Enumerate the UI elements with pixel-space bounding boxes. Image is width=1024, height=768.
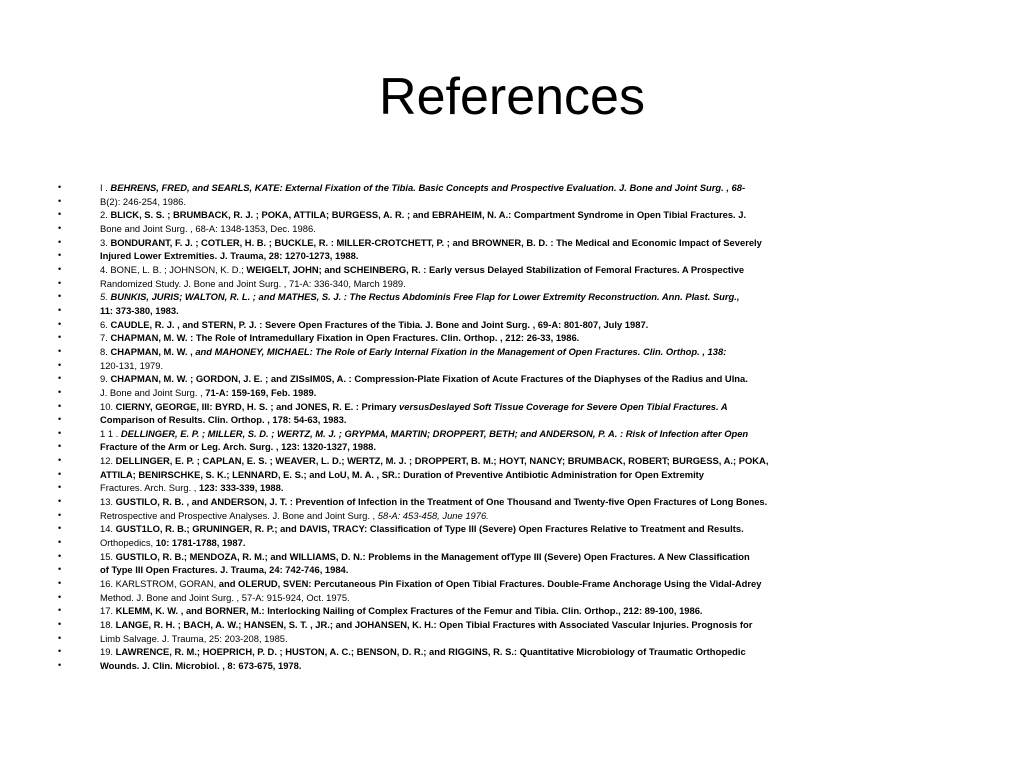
reference-line: [58, 318, 818, 332]
bullet-icon: •: [58, 222, 62, 233]
reference-text: I .: [100, 182, 111, 193]
reference-line: [58, 195, 818, 209]
reference-text: CHAPMAN, M. W. : The Role of Intramedullary Fixation in Open Fractures. Clin. Orthop. , 212: 26-33, 1986.: [110, 332, 580, 344]
reference-line: [58, 277, 818, 291]
reference-text: 123: 333-339, 1988.: [199, 482, 284, 494]
reference-text: 58-A: 453-458, June 1976.: [377, 509, 489, 521]
reference-text: KLEMM, K. W. , and BORNER, M.: Interlocking Nailing of Complex Fractures of the Femur and Tibia. Clin. Orthop., 212: 89-100, 1986.: [115, 605, 703, 617]
bullet-icon: •: [58, 414, 62, 425]
reference-line: [58, 413, 818, 427]
reference-text: CIERNY, GEORGE, III: BYRD, H. S. ; and JONES, R. E. : Primary: [115, 400, 400, 412]
reference-text: 6.: [100, 318, 111, 330]
bullet-icon: •: [58, 509, 62, 520]
reference-line: [58, 263, 818, 277]
bullet-icon: •: [58, 373, 62, 384]
reference-text: 18.: [100, 619, 116, 630]
reference-line: [58, 427, 818, 441]
reference-text: 3.: [100, 236, 111, 248]
reference-text: Limb Salvage. J. Trauma, 25: 203-208, 1985.: [100, 632, 288, 644]
reference-line: [58, 454, 818, 468]
reference-line: [58, 440, 818, 454]
bullet-icon: •: [58, 304, 62, 315]
reference-text: 1 1 .: [100, 427, 121, 439]
reference-text: of Type III Open Fractures. J. Trauma, 24: 742-746, 1984.: [100, 564, 349, 576]
reference-line: [58, 522, 818, 536]
reference-text: CHAPMAN, M. W. ; GORDON, J. E. ; and ZISsIM0S, A. : Compression-Plate Fixation of Acute Fractures of the Diaphyses of the Radius and Ulna.: [110, 373, 748, 385]
reference-line: [58, 591, 818, 605]
reference-text: GUSTILO, R. B. , and ANDERSON, J. T. : Prevention of Infection in the Treatment of One Thousand and Twenty-five Open Fractures of Long Bones.: [115, 496, 768, 508]
reference-text: 9.: [100, 373, 111, 385]
reference-text: 71-A: 159-169, Feb. 1989.: [205, 386, 317, 398]
bullet-icon: •: [58, 209, 62, 220]
reference-text: BEHRENS, FRED, and SEARLS, KATE: External Fixation of the Tibia. Basic Concepts and Prospective Evaluation. J. Bone and Joint Surg. , 68-: [110, 182, 746, 193]
bullet-icon: •: [58, 605, 62, 616]
reference-text: Method. J. Bone and Joint Surg. , 57-A: 915-924, Oct. 1975.: [100, 591, 350, 603]
reference-line: [58, 249, 818, 263]
bullet-icon: •: [58, 578, 62, 589]
reference-text: J. Bone and Joint Surg. ,: [100, 386, 206, 398]
bullet-icon: •: [58, 318, 62, 329]
reference-text: 7.: [100, 332, 111, 344]
reference-text: 4. BONE, L. B. ; JOHNSON, K. D.;: [100, 263, 247, 275]
reference-text: 12.: [100, 455, 116, 467]
reference-text: Injured Lower Extremities. J. Trauma, 28: 1270-1273, 1988.: [100, 250, 359, 262]
bullet-icon: •: [58, 632, 62, 643]
reference-text: and MAHONEY, MICHAEL: The Role of Early Internal Fixation in the Management of Open Fractures. Clin. Orthop. , 138:: [195, 345, 727, 357]
bullet-icon: •: [58, 523, 62, 534]
reference-line: [58, 359, 818, 373]
bullet-icon: •: [58, 427, 62, 438]
reference-line: [58, 331, 818, 345]
reference-line: [58, 550, 818, 564]
reference-text: versusDeslayed Soft Tissue Coverage for Severe Open Tibial Fractures. A: [399, 400, 728, 412]
reference-line: [58, 645, 818, 659]
reference-line: [58, 345, 818, 359]
reference-text: Fractures. Arch. Surg. ,: [100, 482, 199, 494]
reference-text: GUST1LO, R. B.; GRUNINGER, R. P.; and DAVIS, TRACY: Classification of Type III (Severe) Open Fractures Relative to Treatment and Results.: [115, 523, 744, 535]
reference-text: Randomized Study. J. Bone and Joint Surg. , 71-A: 336-340, March 1989.: [100, 277, 406, 289]
bullet-icon: •: [58, 236, 62, 247]
reference-text: 10: 1781-1788, 1987.: [155, 537, 246, 549]
bullet-icon: •: [58, 195, 62, 206]
reference-text: Retrospective and Prospective Analyses. J. Bone and Joint Surg. ,: [100, 509, 378, 521]
reference-line: [58, 372, 818, 386]
bullet-icon: •: [58, 291, 62, 302]
bullet-icon: •: [58, 550, 62, 561]
bullet-icon: •: [58, 496, 62, 507]
reference-line: [58, 181, 818, 195]
reference-text: 13.: [100, 496, 116, 508]
reference-line: [58, 208, 818, 222]
reference-text: 8.: [100, 345, 111, 357]
reference-line: [58, 509, 818, 523]
bullet-icon: •: [58, 345, 62, 356]
reference-text: 19.: [100, 646, 116, 658]
reference-line: [58, 632, 818, 646]
reference-line: [58, 618, 818, 632]
bullet-icon: •: [58, 400, 62, 411]
reference-text: DELLINGER, E. P. ; CAPLAN, E. S. ; WEAVER, L. D.; WERTZ, M. J. ; DROPPERT, B. M.; HOYT, NANCY; BRUMBACK, ROBERT; BURGESS, A.; POKA,: [115, 455, 769, 467]
reference-text: CAUDLE, R. J. , and STERN, P. J. : Severe Open Fractures of the Tibia. J. Bone and Joint Surg. , 69-A: 801-807, July 1987.: [110, 318, 649, 330]
bullet-icon: •: [58, 468, 62, 479]
bullet-icon: •: [58, 277, 62, 288]
reference-line: [58, 495, 818, 509]
reference-line: [58, 468, 818, 482]
reference-line: [58, 536, 818, 550]
reference-text: BUNKIS, JURIS; WALTON, R. L. ; and MATHES, S. J. : The Rectus Abdominis Free Flap for Lower Extremity Reconstruction. Ann. Plast. Surg.,: [110, 291, 740, 303]
reference-text: 11: 373-380, 1983.: [100, 304, 179, 316]
reference-text: GUSTILO, R. B.; MENDOZA, R. M.; and WILLIAMS, D. N.: Problems in the Management ofType III (Severe) Open Fractures. A New Classification: [115, 550, 750, 562]
bullet-icon: •: [58, 250, 62, 261]
reference-list: [58, 181, 818, 673]
bullet-icon: •: [58, 386, 62, 397]
reference-text: Comparison of Results. Clin. Orthop. , 178: 54-63, 1983.: [100, 414, 347, 426]
reference-line: [58, 481, 818, 495]
reference-text: 17.: [100, 605, 116, 617]
reference-text: BLICK, S. S. ; BRUMBACK, R. J. ; POKA, ATTILA; BURGESS, A. R. ; and EBRAHEIM, N. A.: Compartment Syndrome in Open Tibial Fractures. J.: [110, 209, 747, 221]
reference-text: Wounds. J. Clin. Microbiol. , 8: 673-675, 1978.: [100, 659, 302, 671]
bullet-icon: •: [58, 591, 62, 602]
reference-text: Orthopedics,: [100, 537, 156, 549]
bullet-icon: •: [58, 359, 62, 370]
bullet-icon: •: [58, 455, 62, 466]
bullet-icon: •: [58, 263, 62, 274]
bullet-icon: •: [58, 182, 62, 192]
bullet-icon: •: [58, 537, 62, 548]
reference-text: WEIGELT, JOHN; and SCHEINBERG, R. : Early versus Delayed Stabilization of Femoral Fractures. A Prospective: [246, 263, 745, 275]
reference-line: [58, 236, 818, 250]
reference-text: LAWRENCE, R. M.; HOEPRICH, P. D. ; HUSTON, A. C.; BENSON, D. R.; and RIGGINS, R. S.: Quantitative Microbiology of Traumatic Orthopedic: [115, 646, 746, 658]
reference-line: [58, 659, 818, 673]
bullet-icon: •: [58, 482, 62, 493]
reference-text: Fracture of the Arm or Leg. Arch. Surg. , 123: 1320-1327, 1988.: [100, 441, 376, 453]
reference-text: LANGE, R. H. ; BACH, A. W.; HANSEN, S. T. , JR.; and JOHANSEN, K. H.: Open Tibial Fractures with Associated Vascular Injuries. Prognosis for: [115, 619, 753, 630]
bullet-icon: •: [58, 646, 62, 657]
reference-text: 16. KARLSTROM, GORAN,: [100, 578, 219, 590]
bullet-icon: •: [58, 659, 62, 670]
bullet-icon: •: [58, 564, 62, 575]
reference-text: 120-131, 1979.: [100, 359, 164, 371]
reference-line: [58, 563, 818, 577]
reference-text: Bone and Joint Surg. , 68-A: 1348-1353, Dec. 1986.: [100, 222, 316, 234]
reference-text: B(2): 246-254, 1986.: [100, 195, 186, 207]
reference-text: 2.: [100, 209, 111, 221]
reference-text: ATTILA; BENIRSCHKE, S. K.; LENNARD, E. S.; and LoU, M. A. , SR.: Duration of Preventive Antibiotic Administration for Open Extremity: [100, 468, 705, 480]
reference-line: [58, 290, 818, 304]
reference-text: 15.: [100, 550, 116, 562]
reference-line: [58, 577, 818, 591]
reference-text: DELLINGER, E. P. ; MILLER, S. D. ; WERTZ, M. J. ; GRYPMA, MARTIN; DROPPERT, BETH; and ANDERSON, P. A. : Risk of Infection after Open: [120, 427, 749, 439]
reference-line: [58, 304, 818, 318]
reference-text: CHAPMAN, M. W. ,: [110, 345, 196, 357]
bullet-icon: •: [58, 619, 62, 629]
reference-text: 5.: [100, 291, 111, 303]
reference-line: [58, 222, 818, 236]
reference-text: 10.: [100, 400, 116, 412]
reference-line: [58, 386, 818, 400]
reference-line: [58, 604, 818, 618]
reference-text: and OLERUD, SVEN: Percutaneous Pin Fixation of Open Tibial Fractures. Double-Frame Anchorage Using the Vidal-Adrey: [218, 578, 762, 590]
slide-title: References: [379, 68, 645, 126]
bullet-icon: •: [58, 441, 62, 452]
reference-text: 14.: [100, 523, 116, 535]
bullet-icon: •: [58, 332, 62, 343]
reference-text: BONDURANT, F. J. ; COTLER, H. B. ; BUCKLE, R. : MILLER-CROTCHETT, P. ; and BROWNER, B. D. : The Medical and Economic Impact of Severely: [110, 236, 762, 248]
reference-line: [58, 400, 818, 414]
